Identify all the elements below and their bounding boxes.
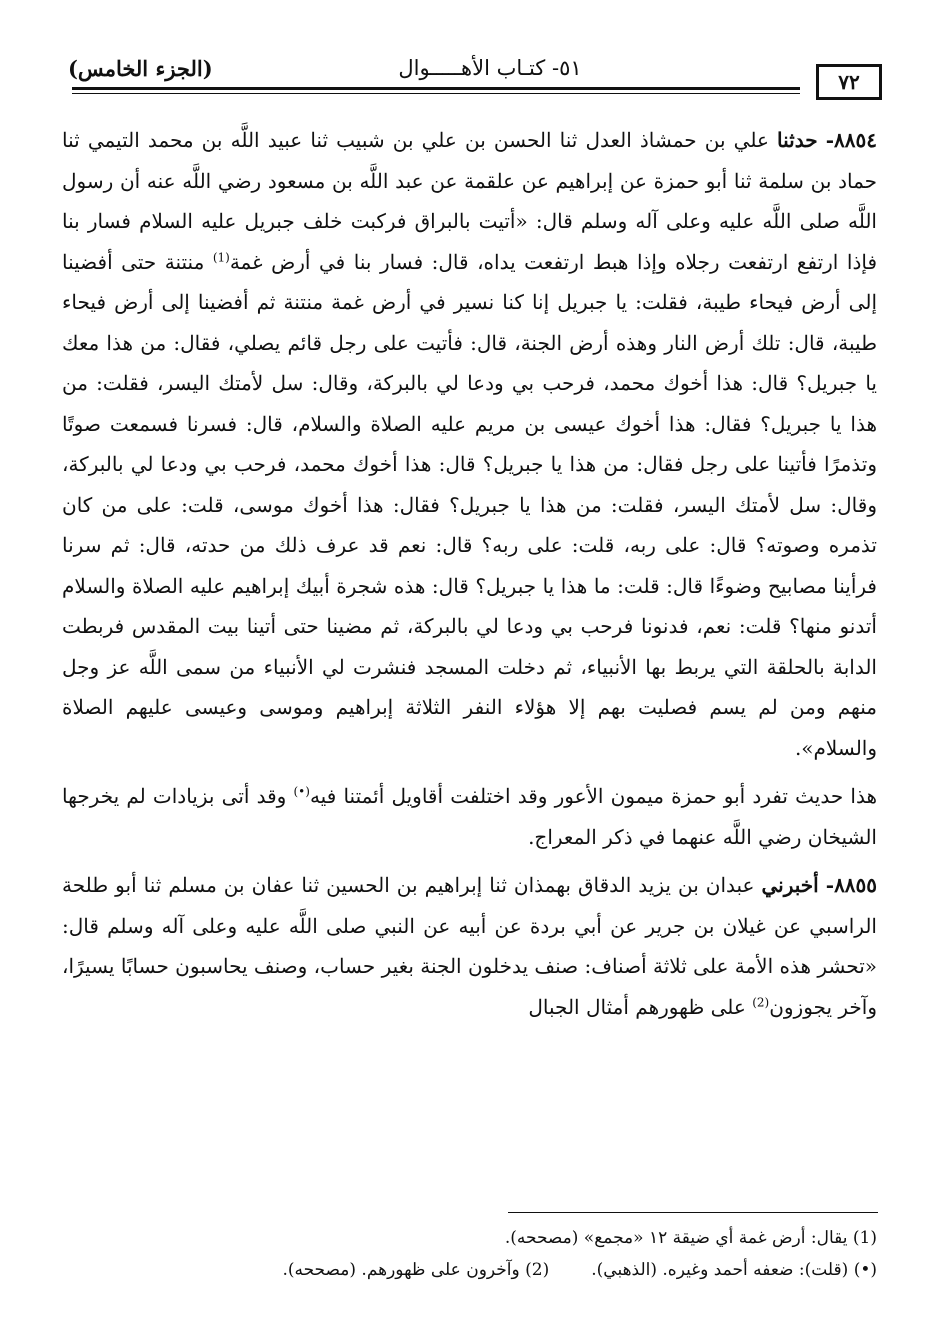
book-title: ٥١- كتـاب الأهـــــوال [398, 56, 582, 80]
hadith-text: عبدان بن يزيد الدقاق بهمذان ثنا إبراهيم بن الحسين ثنا عفان بن مسلم ثنا أبو طلحة الراسبي عن غيلان بن جرير عن أبي بردة عن أبيه عن النبي صلى اللَّه عليه وعلى آله وسلم قال: «تحشر هذه الأمة على ثلاثة أصناف: صنف يدخلون الجنة بغير حساب، وصنف يحاسبون حسابًا يسيرًا، وآخر يجوزون [62, 873, 877, 1019]
hadith-lead-word: أخبرني [761, 873, 819, 897]
footnote-marker-2: (2) [752, 994, 770, 1009]
header-rule-thick [72, 87, 800, 90]
commentary-paragraph [62, 776, 877, 857]
page-number: ٧٢ [816, 64, 882, 100]
page-header [40, 52, 900, 92]
commentary-text: هذا حديث تفرد أبو حمزة ميمون الأعور وقد اختلفت أقاويل أئمتنا فيه [309, 784, 877, 808]
commentary-text-cont: وقد أتى بزيادات لم يخرجها الشيخان رضي اللَّه عنهما في ذكر المعراج. [62, 784, 877, 849]
hadith-8854 [62, 120, 877, 768]
main-text [62, 120, 877, 1035]
hadith-lead-word: حدثنا [777, 128, 818, 152]
hadith-text-cont: على ظهورهم أمثال الجبال [528, 994, 746, 1019]
footnote-star: (•) (قلت): ضعفه أحمد وغيره. (الذهبي). [591, 1260, 877, 1280]
hadith-text: علي بن حمشاذ العدل ثنا الحسن بن علي بن شبيب ثنا عبيد اللَّه بن محمد التيمي ثنا حماد بن سلمة ثنا أبو حمزة عن إبراهيم عن علقمة عن عبد اللَّه بن مسعود رضي اللَّه عنه أن رسول اللَّه صلى اللَّه عليه وعلى آله وسلم قال: «أتيت بالبراق فركبت خلف جبريل عليه السلام فسار بنا فإذا ارتفع ارتفعت رجلاه وإذا هبط ارتفعت يداه، قال: فسار بنا في أرض غمة [62, 128, 878, 274]
hadith-text-cont: منتنة حتى أفضينا إلى أرض فيحاء طيبة، فقلت: يا جبريل إنا كنا نسير في أرض غمة منتنة ثم أفضينا إلى أرض فيحاء طيبة، قال: تلك أرض النار وهذه أرض الجنة، قال: فأتيت على رجل قائم يصلي، فقال: من هذا معك يا جبريل؟ قال: هذا أخوك محمد، فرحب بي ودعا لي بالبركة، وقال: سل لأمتك اليسر، فقلت: من هذا يا جبريل؟ فقال: هذا أخوك عيسى بن مريم عليه الصلاة والسلام، قال: فسرنا فسمعت صوتًا وتذمرًا فأتينا على رجل فقال: من هذا يا جبريل؟ قال: هذا أخوك محمد، فرحب بي ودعا لي بالبركة، وقال: سل لأمتك اليسر، فقلت: من هذا يا جبريل؟ فقال: هذا أخوك موسى، قلت: على من كان تذمره وصوته؟ قال: على ربه، قلت: على ربه؟ قال: نعم قد عرف ذلك من حدته، قال: ثم سرنا فرأينا مصابيح وضوءًا قال: قلت: ما هذا يا جبريل؟ قال: هذه شجرة أبيك إبراهيم عليه الصلاة والسلام أتدنو منها؟ قلت: نعم، فدنونا فرحب بي ودعا لي بالبركة، ثم مضينا حتى أتينا بيت المقدس فربطت الدابة بالحلقة التي يربط بها الأنبياء، ثم دخلت المسجد فنشرت لي الأنبياء من سمى اللَّه عز وجل منهم ومن لم يسم فصليت بهم إلا هؤلاء النفر الثلاثة إبراهيم وموسى وعيسى عليهم الصلاة والسلام». [62, 249, 877, 760]
footnote-2: (2) وآخرون على ظهورهم. (مصححه). [282, 1260, 550, 1280]
footnotes [62, 1222, 877, 1286]
volume-label: (الجزء الخامس) [68, 56, 213, 81]
footnote-separator [508, 1212, 878, 1213]
footnote-1: (1) يقال: أرض غمة أي ضيقة ١٢ «مجمع» (مصححه). [504, 1228, 877, 1248]
hadith-number: ٨٨٥٤- [825, 128, 878, 152]
hadith-number: ٨٨٥٥- [825, 873, 878, 897]
footnote-marker-star: (•) [293, 784, 310, 799]
footnote-line-2 [62, 1254, 877, 1286]
hadith-8855 [62, 865, 877, 1027]
header-rule-thin [72, 93, 800, 94]
footnote-marker-1: (1) [212, 249, 230, 264]
